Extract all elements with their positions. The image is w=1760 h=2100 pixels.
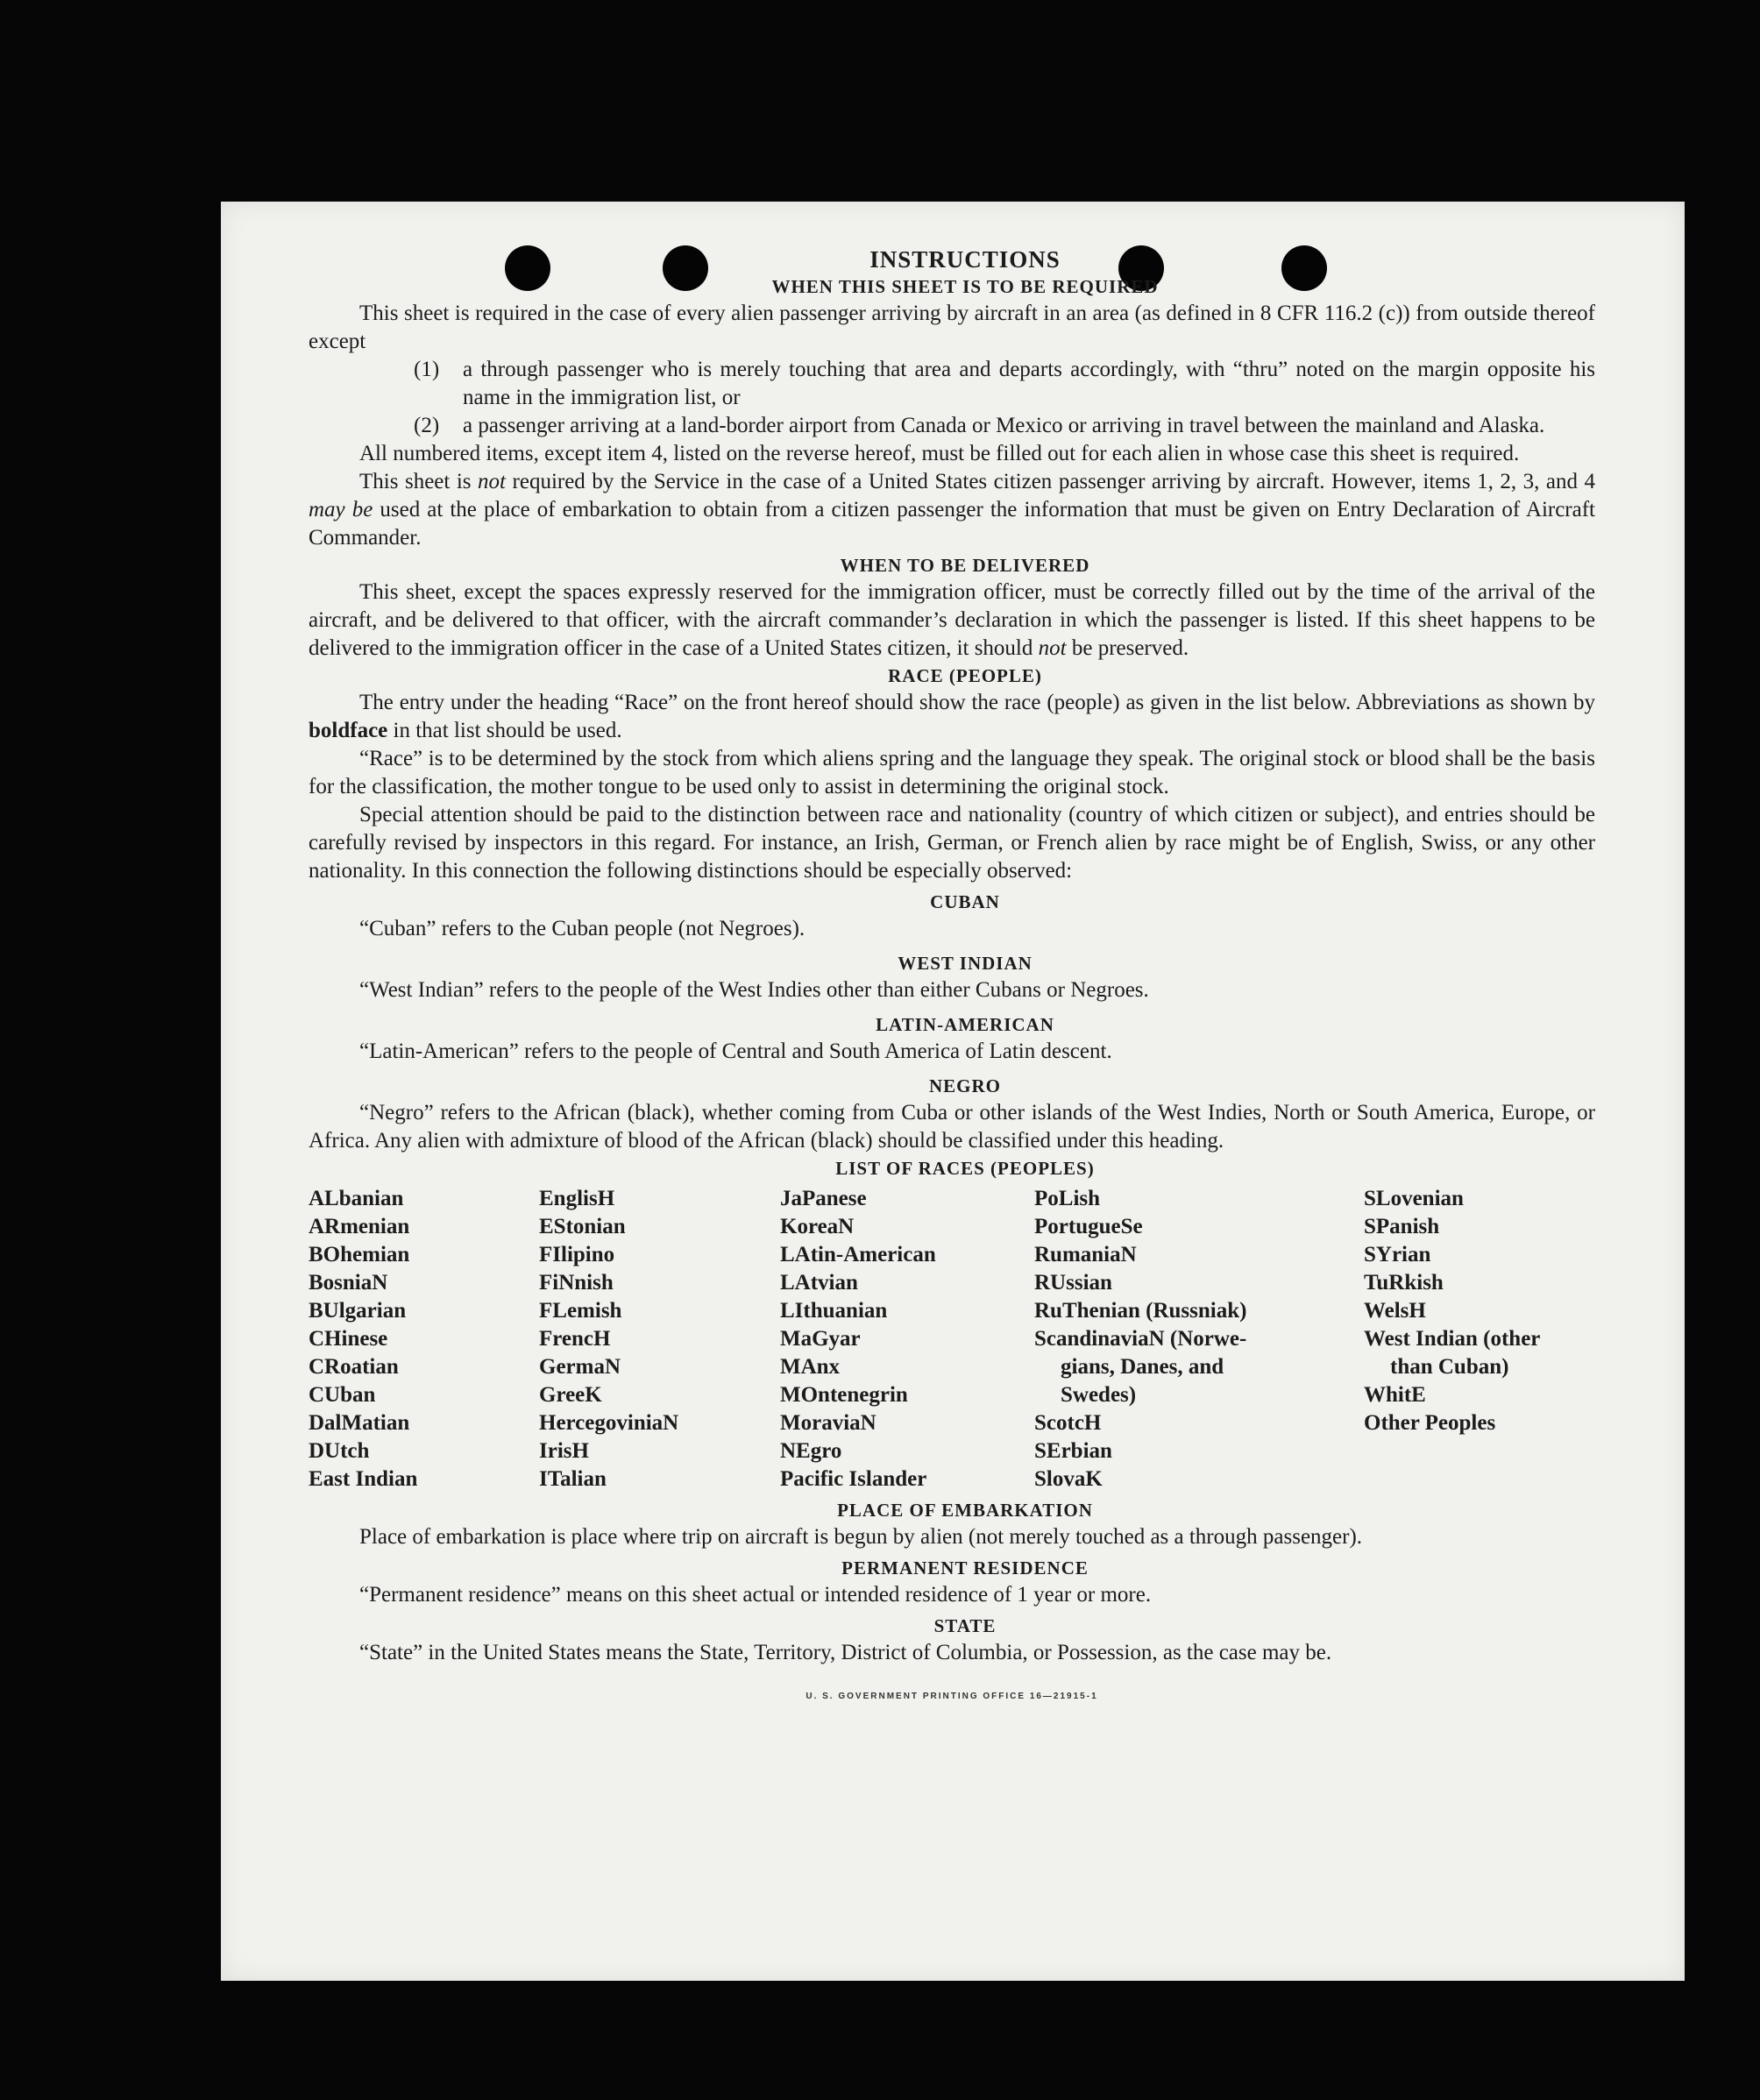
race-column [1364,1185,1595,1493]
race-entry: MoraviaN [780,1411,876,1435]
paragraph-required: This sheet is required in the case of every alien passenger arriving by aircraft in an area (as defined in 8 CFR 116.2 (c)) from outside thereof except [309,302,1595,353]
race-entry: EStonian [539,1215,626,1238]
printer-imprint: U. S. GOVERNMENT PRINTING OFFICE 16—21915-1 [805,1692,1098,1701]
race-entry: NEgro [780,1439,842,1463]
race-entry: FrencH [539,1327,611,1351]
race-entry: FIlipino [539,1243,615,1266]
race-entry: PortugueSe [1034,1215,1143,1238]
exception-number: (1) [414,358,440,381]
section-heading-race: RACE (PEOPLE) [888,665,1042,686]
race-entry: LAtin-American [780,1243,936,1266]
paragraph-race-entry: The entry under the heading “Race” on the front hereof should show the race (people) as given in the list below. Abbreviations as shown by boldface in that list should be used. [309,691,1595,742]
race-entry: JaPanese [780,1187,867,1210]
paragraph-race-nationality: Special attention should be paid to the distinction between race and nationality (country of which citizen or subject), and entries should be carefully revised by inspectors in this regard. For instance, an Irish, German, or French alien by race might be of English, Swiss, or any other nationality. In this connection the following distinctions should be especially observed: [309,803,1595,883]
paragraph-delivered: This sheet, except the spaces expressly reserved for the immigration officer, must be correctly filled out by the time of the arrival of the aircraft, and be delivered to that officer, with the aircraft commander’s declaration in which the passenger is listed. If this sheet happens to be delivered to the immigration officer in the case of a United States citizen, it should not be preserved. [309,580,1595,660]
exception-text: a passenger arriving at a land-border airport from Canada or Mexico or arriving in travel between the mainland and Alaska. [463,414,1545,437]
race-entry: BOhemian [309,1243,410,1266]
exception-item [309,412,1595,440]
race-entry: ARmenian [309,1215,410,1238]
race-entry: SlovaK [1034,1467,1103,1491]
race-entry: MOntenegrin [780,1383,908,1407]
race-entry: DUtch [309,1439,370,1463]
exception-item [309,356,1595,412]
document-sheet [221,202,1685,1981]
paragraph-latin-american: “Latin-American” refers to the people of Central and South America of Latin descent. [359,1039,1112,1063]
race-entry: HercegoviniaN [539,1411,679,1435]
race-entry: RuThenian (Russniak) [1034,1299,1247,1323]
race-column [780,1185,1034,1493]
page-title: INSTRUCTIONS [869,246,1061,273]
race-entry: East Indian [309,1467,418,1491]
race-entry: WhitE [1364,1383,1426,1407]
race-entry: LIthuanian [780,1299,888,1323]
race-list [309,1185,1595,1493]
instructions-content [309,245,1595,1711]
race-entry: than Cuban) [1390,1355,1509,1379]
race-entry: TuRkish [1364,1271,1444,1295]
paragraph-cuban: “Cuban” refers to the Cuban people (not Negroes). [359,917,805,940]
race-entry: GreeK [539,1383,602,1407]
race-entry: Pacific Islander [780,1467,927,1491]
race-entry: BUlgarian [309,1299,407,1323]
section-heading-latin-american: LATIN-AMERICAN [876,1014,1054,1035]
race-entry: WelsH [1364,1299,1426,1323]
race-entry: ScandinaviaN (Norwe- [1034,1327,1247,1351]
section-heading-race-list: LIST OF RACES (PEOPLES) [835,1158,1095,1179]
paragraph-state: “State” in the United States means the State, Territory, District of Columbia, or Possession, as the case may be. [359,1641,1332,1664]
race-entry: ALbanian [309,1187,404,1210]
race-entry: CUban [309,1383,376,1407]
paragraph-west-indian: “West Indian” refers to the people of the West Indies other than either Cubans or Negroes. [359,978,1149,1002]
section-heading-state: STATE [933,1615,997,1636]
race-entry: RumaniaN [1034,1243,1137,1266]
race-entry: gians, Danes, and [1061,1355,1224,1379]
section-heading-embarkation: PLACE OF EMBARKATION [837,1500,1093,1521]
race-column [1034,1185,1364,1493]
race-entry: BosniaN [309,1271,388,1295]
race-entry: CHinese [309,1327,388,1351]
paragraph-negro: “Negro” refers to the African (black), whether coming from Cuba or other islands of the West Indies, North or South America, Europe, or Africa. Any alien with admixture of blood of the African (black) should be classified under this heading. [309,1101,1595,1153]
race-entry: EnglisH [539,1187,615,1210]
section-heading-delivered: WHEN TO BE DELIVERED [840,555,1090,576]
section-heading-residence: PERMANENT RESIDENCE [841,1557,1089,1579]
race-column [539,1185,780,1493]
section-heading-west-indian: WEST INDIAN [898,953,1033,974]
race-entry: CRoatian [309,1355,399,1379]
race-entry: Other Peoples [1364,1411,1496,1435]
race-entry: MaGyar [780,1327,861,1351]
section-heading-negro: NEGRO [928,1075,1001,1096]
race-entry: RUssian [1034,1271,1112,1295]
race-entry: GermaN [539,1355,621,1379]
exception-text: a through passenger who is merely touching that area and departs accordingly, with “thru” noted on the margin opposite his name in the immigration list, or [463,358,1595,409]
section-heading-cuban: CUBAN [930,891,1000,912]
race-entry: SLovenian [1364,1187,1464,1210]
race-entry: ScotcH [1034,1411,1102,1435]
race-entry: SPanish [1364,1215,1440,1238]
race-entry: IrisH [539,1439,589,1463]
race-entry: SErbian [1034,1439,1112,1463]
race-entry: LAtvian [780,1271,858,1295]
paragraph-numbered-items: All numbered items, except item 4, listed on the reverse hereof, must be filled out for each alien in whose case this sheet is required. [359,442,1520,465]
race-entry: PoLish [1034,1187,1101,1210]
race-entry: DalMatian [309,1411,410,1435]
race-entry: FLemish [539,1299,622,1323]
paragraph-race-stock: “Race” is to be determined by the stock from which aliens spring and the language they speak. The original stock or blood shall be the basis for the classification, the mother tongue to be used only to assist in determining the original stock. [309,747,1595,798]
race-entry: SYrian [1364,1243,1431,1266]
paragraph-embarkation: Place of embarkation is place where trip on aircraft is begun by alien (not merely touched as a through passenger). [359,1525,1363,1549]
exception-number: (2) [414,414,440,437]
race-entry: Swedes) [1061,1383,1137,1407]
race-entry: KoreaN [780,1215,855,1238]
paragraph-citizen: This sheet is not required by the Service in the case of a United States citizen passenger arriving by aircraft. However, items 1, 2, 3, and 4 may be used at the place of embarkation to obtain from a citizen passenger the information that must be given on Entry Declaration of Aircraft Commander. [309,470,1596,550]
race-entry: MAnx [780,1355,841,1379]
race-entry: West Indian (other [1364,1327,1541,1351]
race-entry: ITalian [539,1467,607,1491]
section-heading-required: WHEN THIS SHEET IS TO BE REQUIRED [771,276,1159,297]
race-entry: FiNnish [539,1271,614,1295]
race-column [309,1185,539,1493]
paragraph-residence: “Permanent residence” means on this sheet actual or intended residence of 1 year or more. [359,1583,1152,1607]
